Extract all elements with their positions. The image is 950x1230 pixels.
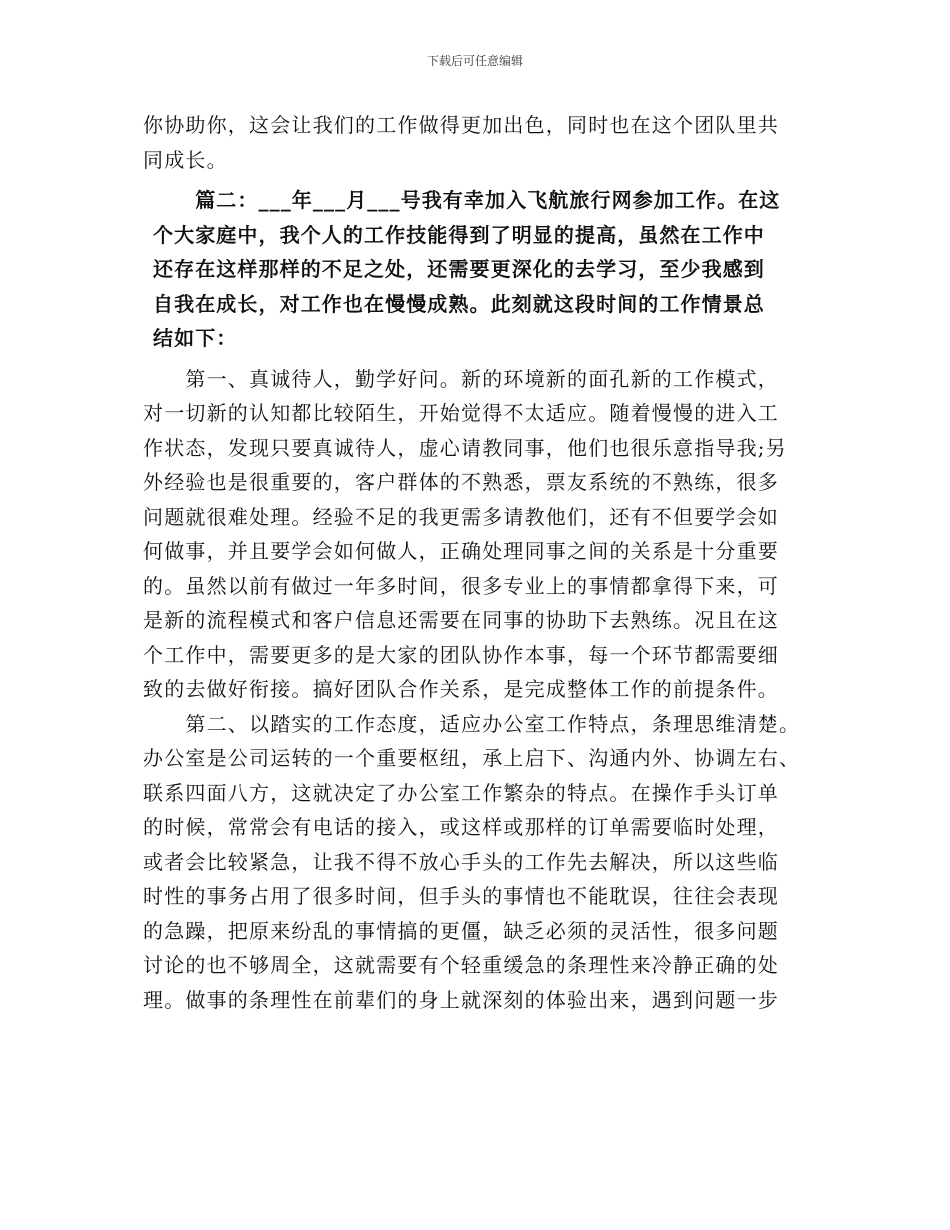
text-line: 理。做事的条理性在前辈们的身上就深刻的体验出来，遇到问题一步 bbox=[143, 987, 779, 1012]
paragraph-second-point bbox=[143, 707, 813, 1018]
text-line: 还存在这样那样的不足之处，还需要更深化的去学习，至少我感到 bbox=[153, 257, 765, 281]
text-line: 何做事，并且要学会如何做人，正确处理同事之间的关系是十分重要 bbox=[143, 539, 779, 563]
text-line: 办公室是公司运转的一个重要枢纽，承上启下、沟通内外、协调左右、 bbox=[143, 746, 801, 770]
text-line: 时性的事务占用了很多时间，但手头的事情也不能耽误，往往会表现 bbox=[143, 884, 779, 908]
text-line: 第一、真诚待人，勤学好问。新的环境新的面孔新的工作模式， bbox=[143, 366, 779, 391]
text-line: 个大家庭中，我个人的工作技能得到了明显的提高，虽然在工作中 bbox=[153, 222, 765, 247]
section-two-heading-paragraph bbox=[153, 183, 813, 356]
text-line: 篇二：___年___月___号我有幸加入飞航旅行网参加工作。在这 bbox=[153, 188, 781, 212]
text-line: 讨论的也不够周全，这就需要有个轻重缓急的条理性来冷静正确的处 bbox=[143, 953, 779, 977]
document-body bbox=[143, 108, 813, 1017]
text-line: 的时候，常常会有电话的接入，或这样或那样的订单需要临时处理， bbox=[143, 815, 779, 839]
intro-paragraph bbox=[143, 108, 813, 177]
text-line: 的急躁，把原来纷乱的事情搞的更僵，缺乏必须的灵活性，很多问题 bbox=[143, 918, 779, 943]
text-line: 对一切新的认知都比较陌生，开始觉得不太适应。随着慢慢的进入工 bbox=[143, 401, 779, 425]
text-line: 问题就很难处理。经验不足的我更需多请教他们，还有不但要学会如 bbox=[143, 504, 779, 529]
text-line: 你协助你，这会让我们的工作做得更加出色，同时也在这个团队里共 bbox=[143, 113, 779, 137]
text-line: 是新的流程模式和客户信息还需要在同事的协助下去熟练。况且在这 bbox=[143, 608, 779, 632]
page-header-note: 下载后可任意编辑 bbox=[426, 54, 523, 68]
text-line: 第二、以踏实的工作态度，适应办公室工作特点，条理思维清楚。 bbox=[143, 711, 801, 736]
text-line: 自我在成长，对工作也在慢慢成熟。此刻就这段时间的工作情景总 bbox=[153, 291, 765, 316]
text-line: 或者会比较紧急，让我不得不放心手头的工作先去解决，所以这些临 bbox=[143, 849, 779, 874]
text-line: 联系四面八方，这就决定了办公室工作繁杂的特点。在操作手头订单 bbox=[143, 780, 779, 805]
text-line: 结如下： bbox=[153, 326, 238, 350]
text-line: 个工作中，需要更多的是大家的团队协作本事，每一个环节都需要细 bbox=[143, 642, 779, 667]
paragraph-first-point bbox=[143, 362, 813, 707]
text-line: 外经验也是很重要的，客户群体的不熟悉，票友系统的不熟练，很多 bbox=[143, 470, 779, 494]
text-line: 作状态，发现只要真诚待人，虚心请教同事，他们也很乐意指导我;另 bbox=[143, 435, 787, 460]
text-line: 致的去做好衔接。搞好团队合作关系，是完成整体工作的前提条件。 bbox=[143, 677, 779, 701]
text-line: 的。虽然以前有做过一年多时间，很多专业上的事情都拿得下来，可 bbox=[143, 573, 779, 598]
text-line: 同成长。 bbox=[143, 147, 228, 172]
